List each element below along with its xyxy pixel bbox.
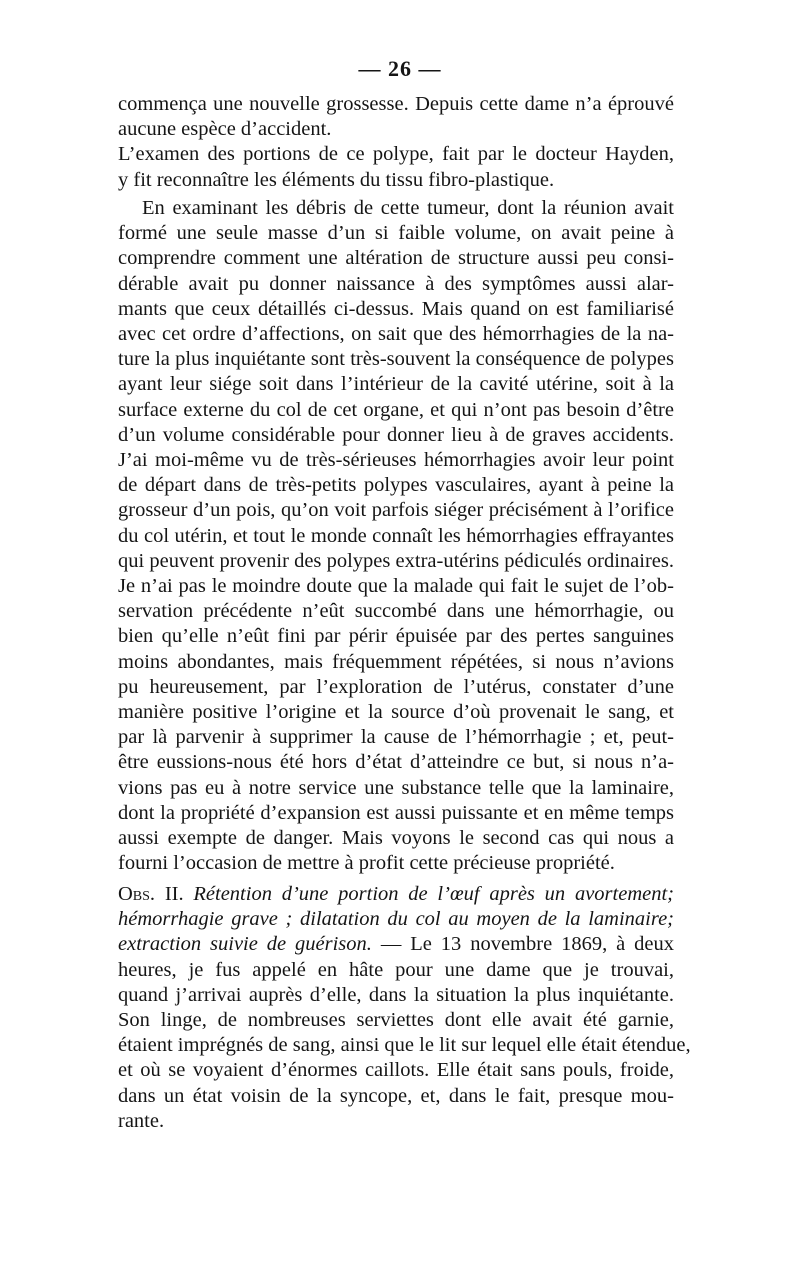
observation-title-line: hémorrhagie grave ; dilatation du col au moyen de la laminaire; <box>118 908 674 931</box>
text-line: d’un volume considérable pour donner lieu à de graves accidents. <box>118 423 674 446</box>
text-line: étaient imprégnés de sang, ainsi que le lit sur lequel elle était étendue, <box>118 1034 691 1057</box>
text-line: et où se voyaient d’énormes caillots. Elle était sans pouls, froide, <box>118 1059 674 1082</box>
page-number: — 26 — <box>358 56 442 81</box>
text-line: ture la plus inquiétante sont très-souvent la conséquence de polypes <box>118 348 674 371</box>
text-line: Je n’ai pas le moindre doute que la malade qui fait le sujet de l’ob- <box>118 575 674 598</box>
text-line: dont la propriété d’expansion est aussi puissante et en même temps <box>118 801 674 824</box>
discussion-paragraph <box>118 196 674 876</box>
text-line: dans un état voisin de la syncope, et, dans le fait, presque mou- <box>118 1084 674 1107</box>
text-line: En examinant les débris de cette tumeur, dont la réunion avait <box>142 197 674 219</box>
text-line: commença une nouvelle grossesse. Depuis cette dame n’a éprouvé <box>118 93 674 115</box>
text-line: comprendre comment une altération de structure aussi peu consi- <box>118 247 674 270</box>
text-line: moins abondantes, mais fréquemment répétées, si nous n’avions <box>118 650 674 673</box>
text-line: manière positive l’origine et la source d’où provenait le sang, et <box>118 701 674 724</box>
text-line: bien qu’elle n’eût fini par périr épuisée par des pertes sanguines <box>118 625 674 648</box>
observation-title-line <box>118 932 674 957</box>
text-line: J’ai moi-même vu de très-sérieuses hémorrhagies avoir leur point <box>118 449 674 472</box>
text-line: formé une seule masse d’un si faible volume, on avait peine à <box>118 222 674 245</box>
text-line: du col utérin, et tout le monde connaît les hémorrhagies effrayantes <box>118 524 674 547</box>
text-line: servation précédente n’eût succombé dans une hémorrhagie, ou <box>118 600 674 623</box>
text-line: aussi exempte de danger. Mais voyons le second cas qui nous a <box>118 827 674 850</box>
text-line: quand j’arrivai auprès d’elle, dans la situation la plus inquiétante. <box>118 983 674 1006</box>
text-line: aucune espèce d’accident. <box>118 118 332 141</box>
text-line: mants que ceux détaillés ci-dessus. Mais quand on est familiarisé <box>118 297 674 320</box>
paragraph-examination <box>118 142 674 192</box>
text-line: pu heureusement, par l’exploration de l’utérus, constater d’une <box>118 675 674 698</box>
text-line: par là parvenir à supprimer la cause de l’hémorrhagie ; et, peut- <box>118 726 674 749</box>
text-line: avec cet ordre d’affections, on sait que des hémorrhagies de la na- <box>118 323 674 346</box>
text-line: être eussions-nous été hors d’état d’atteindre ce but, si nous n’a- <box>118 751 674 774</box>
observation-title-line <box>118 882 674 907</box>
text-line: fourni l’occasion de mettre à profit cette précieuse propriété. <box>118 852 615 875</box>
text-line: ayant leur siége soit dans l’intérieur de la cavité utérine, soit à la <box>118 373 674 396</box>
observation-section <box>118 882 691 1134</box>
text-line: de départ dans de très-petits polypes vasculaires, ayant à peine la <box>118 474 674 497</box>
text-line: qui peuvent provenir des polypes extra-utérins pédiculés ordinaires. <box>118 549 674 572</box>
paragraph-continuation <box>118 92 674 142</box>
text-line: dérable avait pu donner naissance à des symptômes aussi alar- <box>118 272 674 295</box>
text-line: surface externe du col de cet organe, et qui n’ont pas besoin d’être <box>118 398 674 421</box>
text-line: rante. <box>118 1109 165 1132</box>
text-line: heures, je fus appelé en hâte pour une dame que je trouvai, <box>118 958 674 981</box>
text-line: L’examen des portions de ce polype, fait par le docteur Hayden, <box>118 143 674 166</box>
opening-paragraphs <box>118 92 674 193</box>
observation-date: — Le 13 novembre 1869, à deux <box>380 933 674 956</box>
text-line: grosseur d’un pois, qu’on voit parfois siéger précisément à l’orifice <box>118 499 674 522</box>
observation-label: Obs. II. <box>118 883 184 905</box>
observation-title: Rétention d’une portion de l’œuf après un avortement; <box>193 883 674 905</box>
observation-title-end: extraction suivie de guérison. <box>118 933 372 956</box>
text-line: vions pas eu à notre service une substance telle que la laminaire, <box>118 776 674 799</box>
text-line: Son linge, de nombreuses serviettes dont elle avait été garnie, <box>118 1009 674 1032</box>
observation-body <box>118 958 691 1134</box>
text-line: y fit reconnaître les éléments du tissu fibro-plastique. <box>118 168 555 191</box>
